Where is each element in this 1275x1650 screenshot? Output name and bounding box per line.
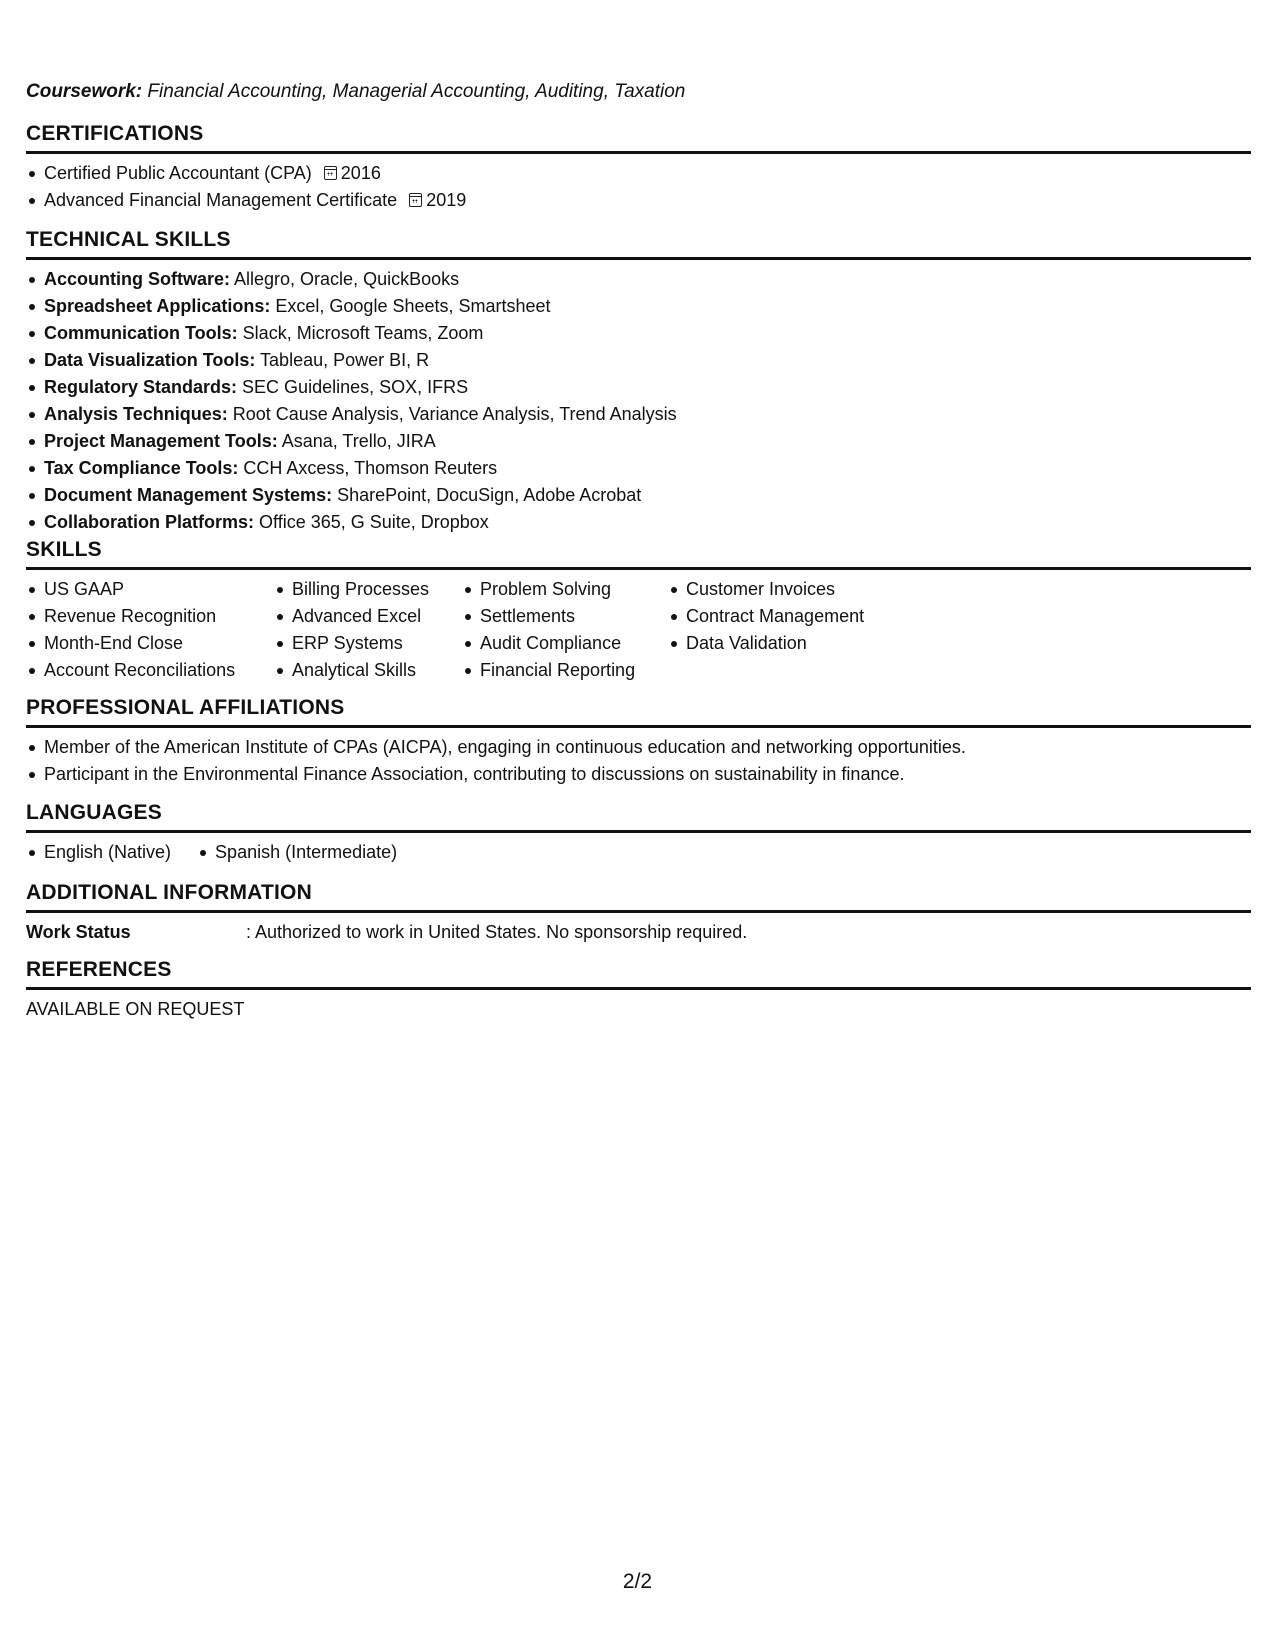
skill-item: Analytical Skills: [274, 657, 462, 684]
additional-info-heading: ADDITIONAL INFORMATION: [26, 878, 1251, 913]
references-text: AVAILABLE ON REQUEST: [26, 999, 245, 1019]
references-section: [26, 955, 1251, 1023]
technical-skill-item: [26, 293, 1251, 320]
affiliations-section: [26, 693, 1251, 788]
language-item: English (Native): [26, 839, 171, 866]
skill-item: Problem Solving: [462, 576, 668, 603]
skill-item: Month-End Close: [26, 630, 274, 657]
languages-list: [26, 839, 1251, 866]
skill-item: Audit Compliance: [462, 630, 668, 657]
skill-category: Regulatory Standards:: [44, 377, 238, 397]
skill-item: ERP Systems: [274, 630, 462, 657]
skill-category: Document Management Systems:: [44, 485, 333, 505]
certifications-heading: CERTIFICATIONS: [26, 119, 1251, 154]
technical-skills-section: [26, 225, 1251, 536]
language-item: Spanish (Intermediate): [197, 839, 397, 866]
skill-values: Office 365, G Suite, Dropbox: [254, 512, 489, 532]
skill-values: SEC Guidelines, SOX, IFRS: [237, 377, 469, 397]
technical-skill-item: [26, 482, 1251, 509]
skill-values: Asana, Trello, JIRA: [277, 431, 436, 451]
technical-skill-item: [26, 455, 1251, 482]
certifications-section: [26, 119, 1251, 214]
affiliation-item: Participant in the Environmental Finance Association, contributing to discussions on sustainability in finance.: [26, 761, 1251, 788]
skill-category: Project Management Tools:: [44, 431, 278, 451]
coursework-line: [26, 78, 685, 105]
certification-item: [26, 187, 1251, 214]
work-status-row: [26, 919, 1251, 946]
technical-skill-item: [26, 509, 1251, 536]
coursework-label: Coursework:: [26, 81, 143, 102]
affiliation-item: Member of the American Institute of CPAs (AICPA), engaging in continuous education and networking opportunities.: [26, 734, 1251, 761]
technical-skills-list: [26, 266, 1251, 536]
skill-category: Analysis Techniques:: [44, 404, 228, 424]
languages-heading: LANGUAGES: [26, 798, 1251, 833]
technical-skill-item: [26, 428, 1251, 455]
skill-item: Data Validation: [668, 630, 928, 657]
skill-values: SharePoint, DocuSign, Adobe Acrobat: [332, 485, 642, 505]
skill-values: Slack, Microsoft Teams, Zoom: [237, 323, 484, 343]
references-heading: REFERENCES: [26, 955, 1251, 990]
skill-category: Accounting Software:: [44, 269, 231, 289]
skill-item: Settlements: [462, 603, 668, 630]
affiliations-heading: PROFESSIONAL AFFILIATIONS: [26, 693, 1251, 728]
certifications-list: [26, 160, 1251, 214]
skill-item: Revenue Recognition: [26, 603, 274, 630]
calendar-icon: [409, 193, 422, 207]
certification-name: Advanced Financial Management Certificate: [44, 190, 398, 210]
skills-column: [668, 576, 928, 684]
affiliations-list: [26, 734, 1251, 788]
skill-item: Account Reconciliations: [26, 657, 274, 684]
skills-column: [462, 576, 668, 684]
skill-category: Communication Tools:: [44, 323, 238, 343]
skills-column: [26, 576, 274, 684]
languages-section: [26, 798, 1251, 866]
skills-heading: SKILLS: [26, 535, 1251, 570]
skill-item: Financial Reporting: [462, 657, 668, 684]
skills-grid: [26, 576, 1251, 684]
skill-category: Data Visualization Tools:: [44, 350, 256, 370]
coursework-value: Financial Accounting, Managerial Accounting, Auditing, Taxation: [142, 81, 686, 102]
calendar-icon: [324, 166, 337, 180]
skill-item: Advanced Excel: [274, 603, 462, 630]
technical-skills-heading: TECHNICAL SKILLS: [26, 225, 1251, 260]
work-status-value: : Authorized to work in United States. No sponsorship required.: [246, 922, 748, 942]
skills-column: [274, 576, 462, 684]
skill-values: Excel, Google Sheets, Smartsheet: [270, 296, 551, 316]
technical-skill-item: [26, 266, 1251, 293]
skill-item: Billing Processes: [274, 576, 462, 603]
skill-category: Collaboration Platforms:: [44, 512, 255, 532]
additional-info-section: [26, 878, 1251, 946]
certification-year: 2016: [340, 163, 381, 183]
skill-values: Allegro, Oracle, QuickBooks: [230, 269, 460, 289]
certification-item: [26, 160, 1251, 187]
certification-name: Certified Public Accountant (CPA): [44, 163, 312, 183]
skill-values: Root Cause Analysis, Variance Analysis, Trend Analysis: [227, 404, 677, 424]
page-number: 2/2: [622, 1570, 653, 1593]
skill-category: Spreadsheet Applications:: [44, 296, 271, 316]
skills-section: [26, 535, 1251, 684]
technical-skill-item: [26, 374, 1251, 401]
skill-item: Contract Management: [668, 603, 928, 630]
skill-values: CCH Axcess, Thomson Reuters: [238, 458, 498, 478]
skill-item: US GAAP: [26, 576, 274, 603]
certification-year: 2019: [426, 190, 467, 210]
skill-values: Tableau, Power BI, R: [255, 350, 430, 370]
work-status-label: Work Status: [26, 922, 131, 942]
technical-skill-item: [26, 320, 1251, 347]
skill-item: Customer Invoices: [668, 576, 928, 603]
technical-skill-item: [26, 401, 1251, 428]
skill-category: Tax Compliance Tools:: [44, 458, 239, 478]
technical-skill-item: [26, 347, 1251, 374]
